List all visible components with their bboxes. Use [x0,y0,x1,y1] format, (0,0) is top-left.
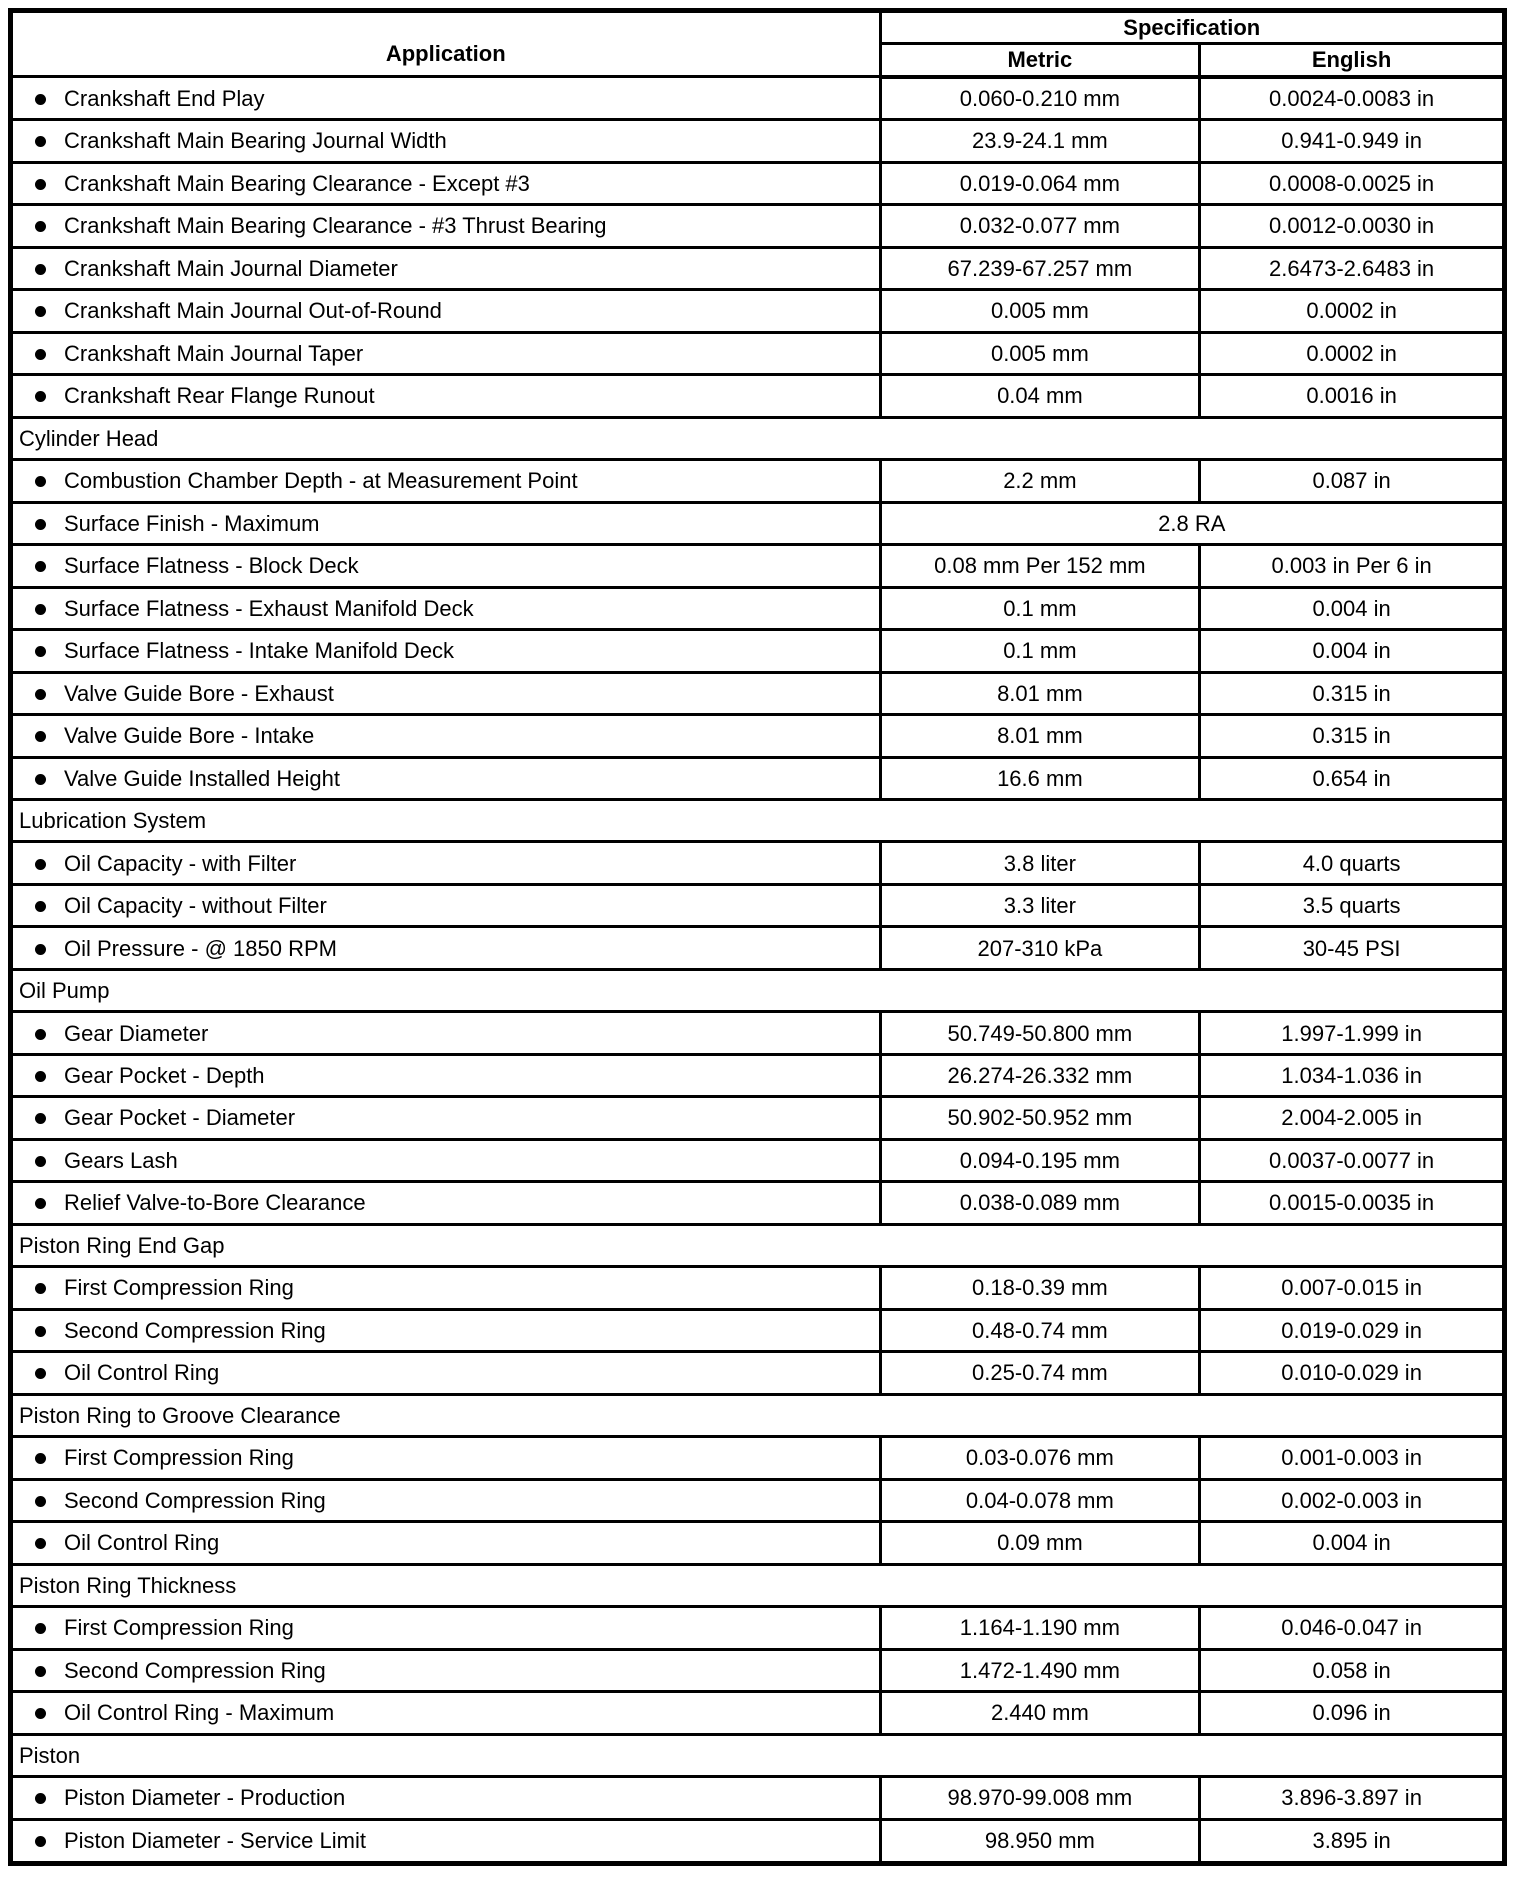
application-label: Surface Finish - Maximum [64,510,320,536]
metric-value: 0.1 mm [880,630,1200,672]
bullet-icon [35,859,46,870]
english-value: 0.0012-0.0030 in [1200,205,1505,247]
spec-row [11,77,1505,120]
application-label: Oil Capacity - with Filter [64,850,297,876]
spec-row [11,884,1505,926]
column-header-metric: Metric [880,44,1200,77]
spec-value-merged: 2.8 RA [880,502,1504,544]
english-value: 1.997-1.999 in [1200,1012,1505,1054]
metric-value: 23.9-24.1 mm [880,120,1200,162]
english-value: 30-45 PSI [1200,927,1505,969]
english-value: 0.0002 in [1200,332,1505,374]
metric-value: 0.038-0.089 mm [880,1182,1200,1224]
section-title: Oil Pump [11,969,1505,1011]
english-value: 0.046-0.047 in [1200,1607,1505,1649]
application-cell [11,1777,881,1819]
application-label: Oil Capacity - without Filter [64,893,327,919]
metric-value: 0.08 mm Per 152 mm [880,545,1200,587]
metric-value: 8.01 mm [880,715,1200,757]
application-cell [11,1182,881,1224]
spec-row [11,162,1505,204]
application-label: Piston Diameter - Service Limit [64,1828,366,1854]
english-value: 2.6473-2.6483 in [1200,247,1505,289]
application-cell [11,1649,881,1691]
bullet-icon [35,264,46,275]
spec-row [11,1182,1505,1224]
application-cell [11,1352,881,1394]
application-label: Crankshaft Rear Flange Runout [64,383,375,409]
application-cell [11,1139,881,1181]
application-label: Gear Diameter [64,1020,209,1046]
spec-row [11,1352,1505,1394]
english-value: 3.896-3.897 in [1200,1777,1505,1819]
english-value: 0.058 in [1200,1649,1505,1691]
spec-row [11,1692,1505,1734]
application-label: Valve Guide Bore - Exhaust [64,680,334,706]
bullet-icon [35,94,46,105]
metric-value: 1.164-1.190 mm [880,1607,1200,1649]
spec-row [11,247,1505,289]
metric-value: 0.005 mm [880,332,1200,374]
metric-value: 0.48-0.74 mm [880,1309,1200,1351]
english-value: 0.654 in [1200,757,1505,799]
metric-value: 3.3 liter [880,884,1200,926]
application-cell [11,1054,881,1096]
english-value: 0.007-0.015 in [1200,1267,1505,1309]
application-label: Surface Flatness - Intake Manifold Deck [64,638,455,664]
english-value: 3.895 in [1200,1819,1505,1863]
spec-row [11,715,1505,757]
application-label: Oil Pressure - @ 1850 RPM [64,935,337,961]
bullet-icon [35,349,46,360]
metric-value: 0.25-0.74 mm [880,1352,1200,1394]
section-row [11,800,1505,842]
application-label: First Compression Ring [64,1275,294,1301]
bullet-icon [35,136,46,147]
spec-row [11,1139,1505,1181]
english-value: 0.0024-0.0083 in [1200,77,1505,120]
metric-value: 0.18-0.39 mm [880,1267,1200,1309]
application-cell [11,1437,881,1479]
header-row-top [11,11,1505,44]
bullet-icon [35,774,46,785]
section-row [11,1394,1505,1436]
bullet-icon [35,1156,46,1167]
bullet-icon [35,944,46,955]
spec-row [11,1267,1505,1309]
metric-value: 0.03-0.076 mm [880,1437,1200,1479]
spec-row [11,842,1505,884]
application-label: Gear Pocket - Diameter [64,1105,296,1131]
metric-value: 50.902-50.952 mm [880,1097,1200,1139]
spec-row [11,332,1505,374]
metric-value: 26.274-26.332 mm [880,1054,1200,1096]
spec-row [11,672,1505,714]
spec-row [11,1054,1505,1096]
english-value: 0.019-0.029 in [1200,1309,1505,1351]
section-row [11,1224,1505,1266]
english-value: 4.0 quarts [1200,842,1505,884]
section-title: Piston Ring to Groove Clearance [11,1394,1505,1436]
application-cell [11,1012,881,1054]
table-body [11,77,1505,1864]
metric-value: 67.239-67.257 mm [880,247,1200,289]
section-row [11,1564,1505,1606]
application-cell [11,1692,881,1734]
bullet-icon [35,1836,46,1847]
application-cell [11,884,881,926]
application-cell [11,1479,881,1521]
application-cell [11,1309,881,1351]
application-cell [11,1267,881,1309]
bullet-icon [35,561,46,572]
bullet-icon [35,519,46,530]
application-label: Gears Lash [64,1147,178,1173]
english-value: 0.315 in [1200,715,1505,757]
application-cell [11,1607,881,1649]
spec-row [11,460,1505,502]
metric-value: 0.032-0.077 mm [880,205,1200,247]
column-header-application: Application [11,11,881,77]
metric-value: 0.060-0.210 mm [880,77,1200,120]
metric-value: 0.005 mm [880,290,1200,332]
bullet-icon [35,1666,46,1677]
spec-row [11,1437,1505,1479]
metric-value: 0.04 mm [880,375,1200,417]
metric-value: 2.2 mm [880,460,1200,502]
spec-row [11,630,1505,672]
section-title: Lubrication System [11,800,1505,842]
specification-table [8,8,1507,1866]
metric-value: 98.950 mm [880,1819,1200,1863]
spec-row [11,1012,1505,1054]
english-value: 0.087 in [1200,460,1505,502]
spec-row [11,120,1505,162]
application-label: Relief Valve-to-Bore Clearance [64,1190,366,1216]
metric-value: 8.01 mm [880,672,1200,714]
application-cell [11,1522,881,1564]
spec-row [11,1607,1505,1649]
metric-value: 16.6 mm [880,757,1200,799]
application-label: Oil Control Ring [64,1530,220,1556]
application-label: Valve Guide Installed Height [64,765,340,791]
application-cell [11,1819,881,1863]
section-title: Piston [11,1734,1505,1776]
spec-row [11,290,1505,332]
spec-row [11,927,1505,969]
metric-value: 98.970-99.008 mm [880,1777,1200,1819]
english-value: 0.315 in [1200,672,1505,714]
application-label: Crankshaft Main Journal Taper [64,340,364,366]
bullet-icon [35,1623,46,1634]
application-label: Crankshaft Main Bearing Journal Width [64,128,447,154]
bullet-icon [35,1368,46,1379]
application-cell [11,587,881,629]
application-label: Crankshaft Main Journal Diameter [64,255,398,281]
bullet-icon [35,1283,46,1294]
bullet-icon [35,1453,46,1464]
english-value: 0.096 in [1200,1692,1505,1734]
application-cell [11,332,881,374]
column-header-specification: Specification [880,11,1504,44]
spec-row [11,757,1505,799]
application-label: Gear Pocket - Depth [64,1063,265,1088]
application-cell [11,842,881,884]
application-label: First Compression Ring [64,1445,294,1471]
application-cell [11,205,881,247]
bullet-icon [35,1198,46,1209]
section-row [11,969,1505,1011]
english-value: 0.0002 in [1200,290,1505,332]
metric-value: 0.019-0.064 mm [880,162,1200,204]
application-cell [11,460,881,502]
metric-value: 3.8 liter [880,842,1200,884]
table-header [11,11,1505,77]
application-cell [11,715,881,757]
bullet-icon [35,604,46,615]
english-value: 0.004 in [1200,587,1505,629]
metric-value: 50.749-50.800 mm [880,1012,1200,1054]
english-value: 0.002-0.003 in [1200,1479,1505,1521]
application-label: Oil Control Ring [64,1360,220,1386]
application-label: Oil Control Ring - Maximum [64,1700,335,1726]
spec-row [11,545,1505,587]
application-label: Second Compression Ring [64,1317,326,1343]
application-label: First Compression Ring [64,1615,294,1641]
spec-row [11,1649,1505,1691]
spec-row [11,1819,1505,1863]
english-value: 0.0016 in [1200,375,1505,417]
application-label: Crankshaft Main Bearing Clearance - #3 Thrust Bearing [64,213,607,239]
application-label: Second Compression Ring [64,1657,326,1683]
bullet-icon [35,1496,46,1507]
application-cell [11,77,881,120]
bullet-icon [35,306,46,317]
english-value: 0.004 in [1200,1522,1505,1564]
spec-row [11,1522,1505,1564]
spec-row [11,1097,1505,1139]
bullet-icon [35,1708,46,1719]
english-value: 3.5 quarts [1200,884,1505,926]
application-cell [11,502,881,544]
application-label: Surface Flatness - Block Deck [64,553,359,579]
english-value: 0.001-0.003 in [1200,1437,1505,1479]
bullet-icon [35,476,46,487]
application-cell [11,247,881,289]
bullet-icon [35,1326,46,1337]
application-cell [11,162,881,204]
spec-row [11,1309,1505,1351]
application-cell [11,757,881,799]
application-cell [11,545,881,587]
bullet-icon [35,901,46,912]
section-title: Piston Ring End Gap [11,1224,1505,1266]
section-row [11,417,1505,459]
section-title: Piston Ring Thickness [11,1564,1505,1606]
spec-row [11,375,1505,417]
metric-value: 1.472-1.490 mm [880,1649,1200,1691]
metric-value: 0.1 mm [880,587,1200,629]
bullet-icon [35,1071,46,1082]
bullet-icon [35,646,46,657]
application-cell [11,630,881,672]
english-value: 2.004-2.005 in [1200,1097,1505,1139]
metric-value: 0.09 mm [880,1522,1200,1564]
application-label: Second Compression Ring [64,1487,326,1513]
spec-row [11,502,1505,544]
bullet-icon [35,731,46,742]
metric-value: 0.04-0.078 mm [880,1479,1200,1521]
application-cell [11,290,881,332]
application-cell [11,375,881,417]
bullet-icon [35,179,46,190]
spec-row [11,1479,1505,1521]
application-label: Combustion Chamber Depth - at Measurement Point [64,468,578,494]
spec-row [11,587,1505,629]
english-value: 0.0015-0.0035 in [1200,1182,1505,1224]
column-header-english: English [1200,44,1505,77]
section-title: Cylinder Head [11,417,1505,459]
english-value: 1.034-1.036 in [1200,1054,1505,1096]
application-label: Piston Diameter - Production [64,1785,346,1811]
spec-row [11,1777,1505,1819]
english-value: 0.0037-0.0077 in [1200,1139,1505,1181]
bullet-icon [35,391,46,402]
application-cell [11,1097,881,1139]
bullet-icon [35,1029,46,1040]
bullet-icon [35,689,46,700]
application-label: Crankshaft End Play [64,85,265,111]
english-value: 0.010-0.029 in [1200,1352,1505,1394]
bullet-icon [35,221,46,232]
application-label: Surface Flatness - Exhaust Manifold Deck [64,595,474,621]
spec-row [11,205,1505,247]
application-label: Crankshaft Main Bearing Clearance - Except #3 [64,170,530,196]
bullet-icon [35,1538,46,1549]
english-value: 0.004 in [1200,630,1505,672]
bullet-icon [35,1113,46,1124]
metric-value: 207-310 kPa [880,927,1200,969]
application-label: Crankshaft Main Journal Out-of-Round [64,298,442,324]
english-value: 0.0008-0.0025 in [1200,162,1505,204]
metric-value: 0.094-0.195 mm [880,1139,1200,1181]
english-value: 0.003 in Per 6 in [1200,545,1505,587]
application-label: Valve Guide Bore - Intake [64,723,315,749]
application-cell [11,120,881,162]
section-row [11,1734,1505,1776]
application-cell [11,927,881,969]
bullet-icon [35,1793,46,1804]
english-value: 0.941-0.949 in [1200,120,1505,162]
metric-value: 2.440 mm [880,1692,1200,1734]
application-cell [11,672,881,714]
